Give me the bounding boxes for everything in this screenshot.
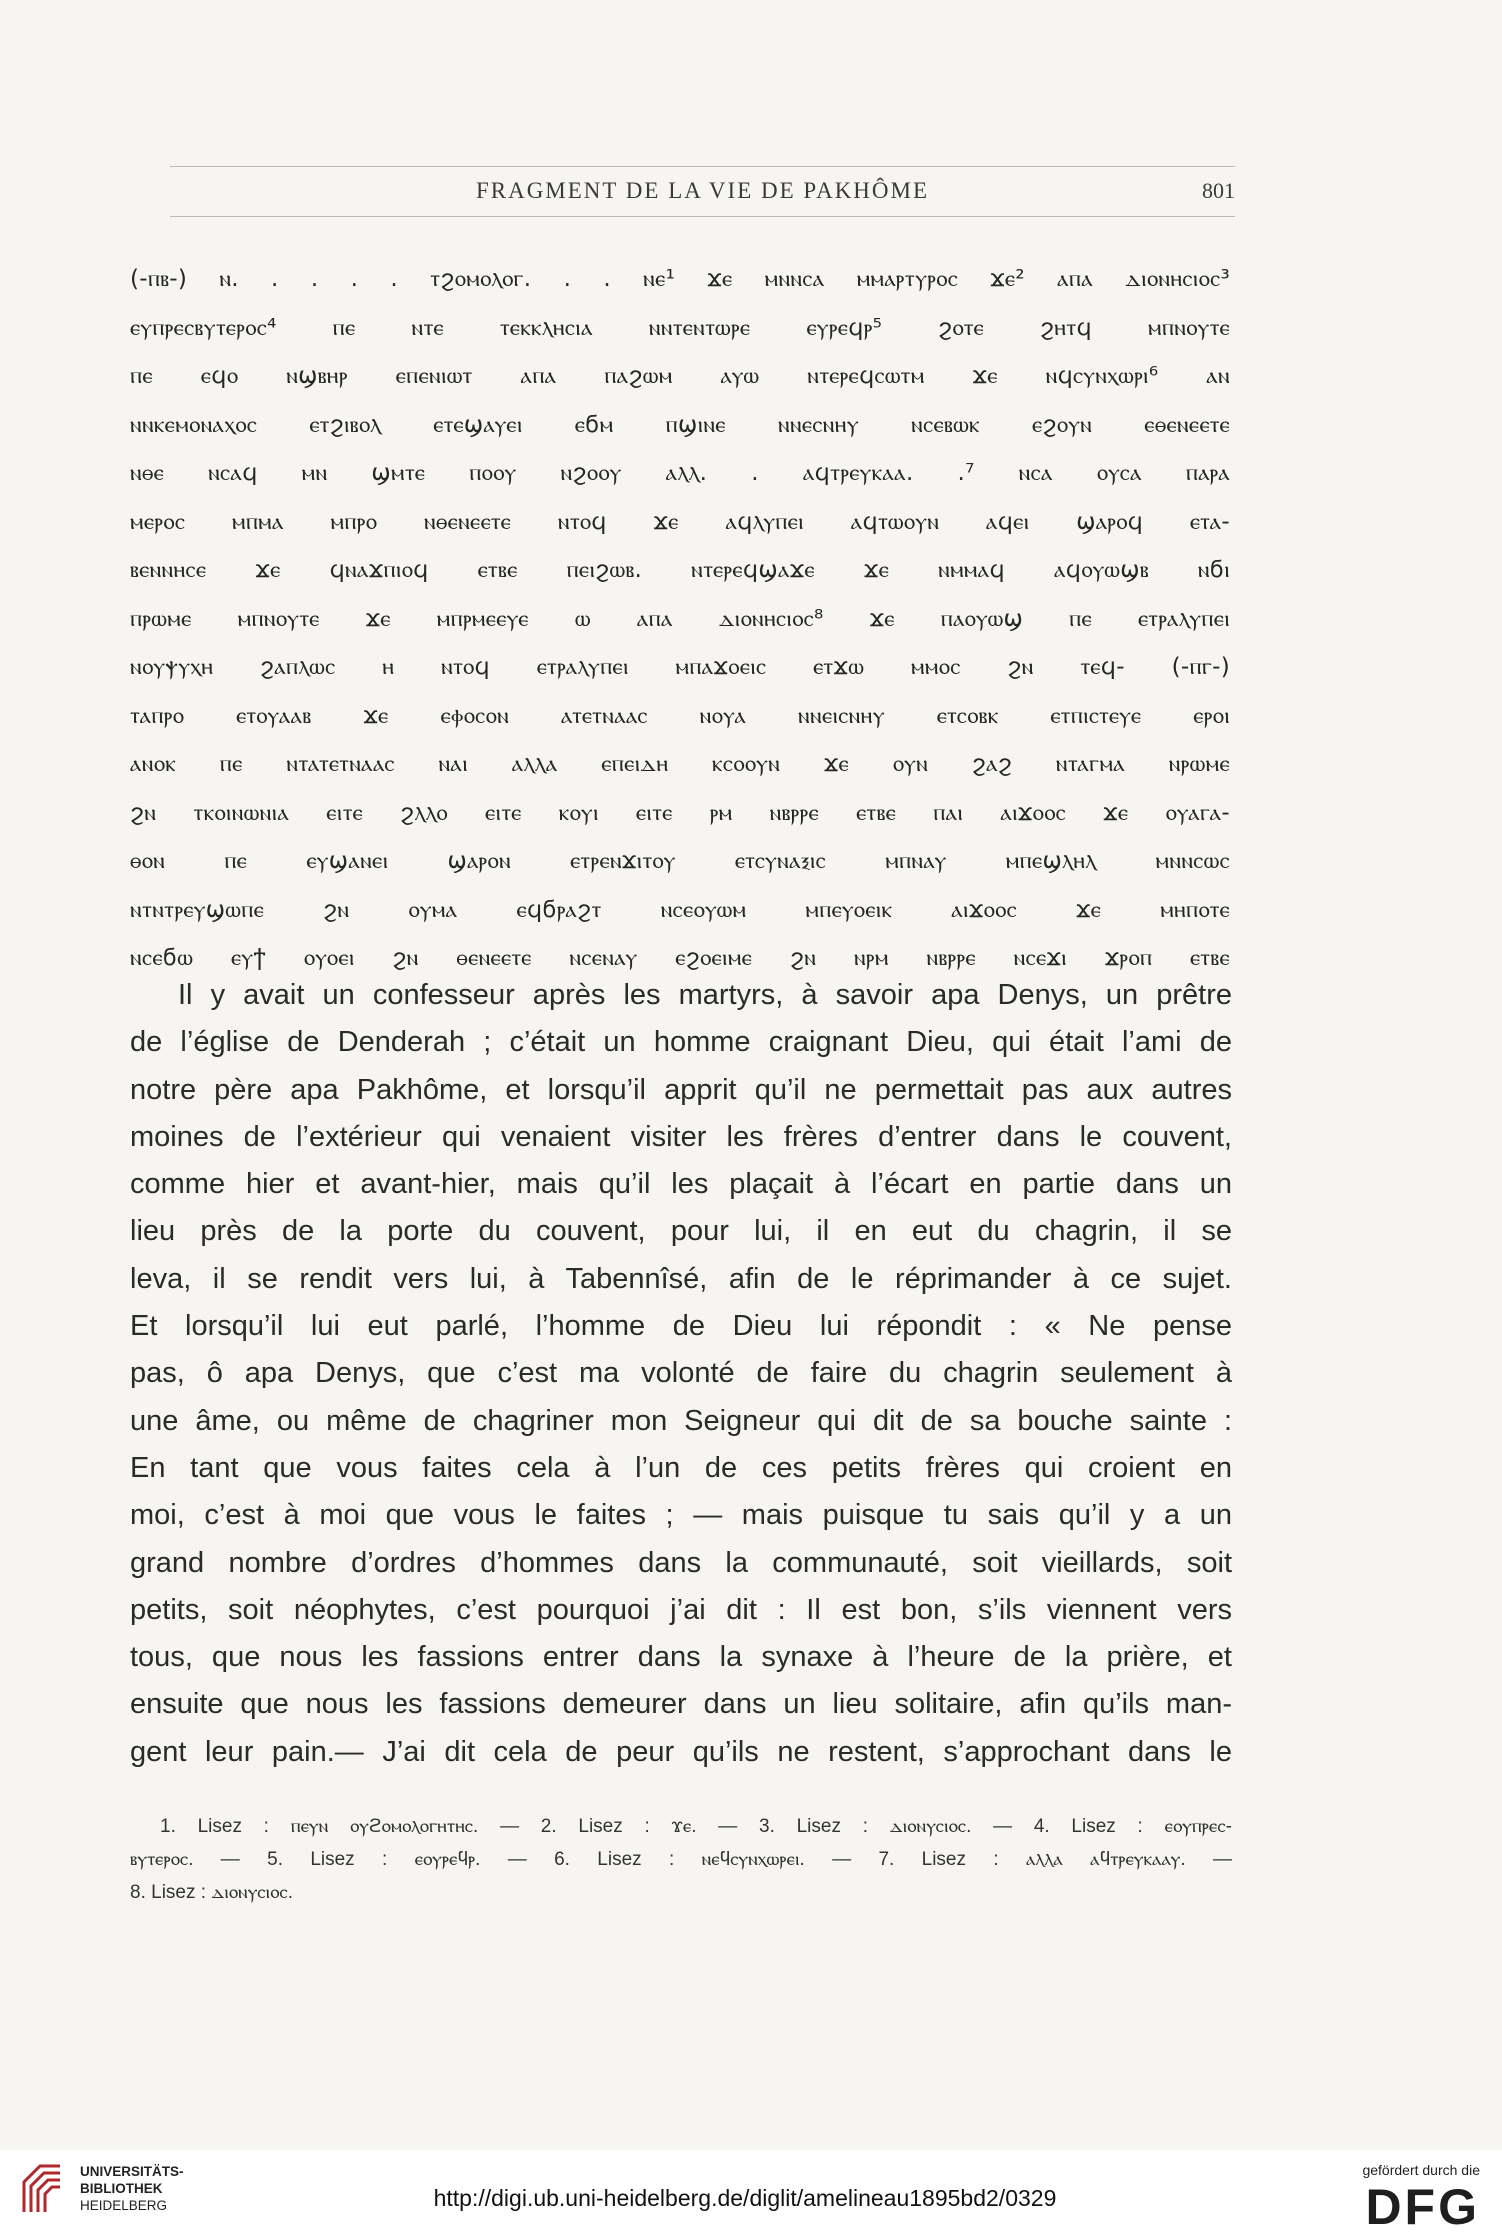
translation-line: En tant que vous faites cela à l’un de ces petits frères qui croient en — [130, 1451, 1232, 1484]
translation-line: Il y avait un confesseur après les martyrs, à savoir apa Denys, un prêtre — [178, 979, 1232, 1011]
coptic-line: ⲛⲛⲕⲉⲙⲟⲛⲁⲭⲟⲥ ⲉⲧϩⲓⲃⲟⲗ ⲉⲧⲉϣⲁⲩⲉⲓ ⲉϭⲙ ⲡϣⲓⲛⲉ ⲛⲛⲉⲥⲛⲏⲩ ⲛⲥⲉⲃⲱⲕ ⲉϩⲟⲩⲛ ⲉⲑⲉⲛⲉⲉⲧⲉ — [130, 411, 1230, 438]
translation-line: de l’église de Denderah ; c’était un homme craignant Dieu, qui était l’ami de — [130, 1026, 1232, 1059]
dfg-logo-icon: DFG — [1365, 2179, 1480, 2235]
coptic-line: ⲛⲑⲉ ⲛⲥⲁϥ ⲙⲛ ϣⲙⲧⲉ ⲡⲟⲟⲩ ⲛϩⲟⲟⲩ ⲁⲗⲗ. . ⲁϥⲧⲣⲉⲩⲕⲁⲁ. .⁷ ⲛⲥⲁ ⲟⲩⲥⲁ ⲡⲁⲣⲁ — [130, 460, 1230, 486]
translation-line: une âme, ou même de chagriner mon Seigneur qui dit de sa bouche sainte : — [130, 1404, 1232, 1437]
coptic-line: ⲡⲉ ⲉϥⲟ ⲛϣⲃⲏⲣ ⲉⲡⲉⲛⲓⲱⲧ ⲁⲡⲁ ⲡⲁϩⲱⲙ ⲁⲩⲱ ⲛⲧⲉⲣⲉϥⲥⲱⲧⲙ ϫⲉ ⲛϥⲥⲩⲛⲭⲱⲣⲓ⁶ ⲁⲛ — [130, 363, 1230, 389]
coptic-line: ⲑⲟⲛ ⲡⲉ ⲉⲩϣⲁⲛⲉⲓ ϣⲁⲣⲟⲛ ⲉⲧⲣⲉⲛϫⲓⲧⲟⲩ ⲉⲧⲥⲩⲛⲁⲝⲓⲥ ⲙⲡⲛⲁⲩ ⲙⲡⲉϣⲗⲏⲗ ⲙⲛⲛⲥⲱⲥ — [130, 848, 1230, 874]
coptic-line: ⲁⲛⲟⲕ ⲡⲉ ⲛⲧⲁⲧⲉⲧⲛⲁⲁⲥ ⲛⲁⲓ ⲁⲗⲗⲁ ⲉⲡⲉⲓⲇⲏ ⲕⲥⲟⲟⲩⲛ ϫⲉ ⲟⲩⲛ ϩⲁϩ ⲛⲧⲁⲅⲙⲁ ⲛⲣⲱⲙⲉ — [130, 751, 1230, 777]
footnote-line: ⲃⲩⲧⲉⲣⲟⲥ. — 5. Lisez : ⲉⲟⲩⲣⲉϥⲣ. — 6. Lisez : ⲛⲉϥⲥⲩⲛⲭⲱⲣⲉⲓ. — 7. Lisez : ⲁⲗⲗⲁ ⲁϥⲧⲣⲉⲩⲕⲁⲁⲩ. — — [130, 1849, 1232, 1870]
translation-line: comme hier et avant-hier, mais qu’il les plaçait à l’écart en partie dans un — [130, 1168, 1232, 1201]
institution-line-3: HEIDELBERG — [80, 2198, 168, 2213]
translation-line: grand nombre d’ordres d’hommes dans la communauté, soit vieillards, soit — [130, 1546, 1232, 1579]
translation-line: pas, ô apa Denys, que c’est ma volonté de faire du chagrin seulement à — [130, 1357, 1232, 1390]
coptic-text-block — [130, 255, 1230, 983]
coptic-line: ⲛⲧⲛⲧⲣⲉⲩϣⲱⲡⲉ ϩⲛ ⲟⲩⲙⲁ ⲉϥϭⲣⲁϩⲧ ⲛⲥⲉⲟⲩⲱⲙ ⲙⲡⲉⲩⲟⲉⲓⲕ ⲁⲓϫⲟⲟⲥ ϫⲉ ⲙⲏⲡⲟⲧⲉ — [130, 896, 1230, 923]
coptic-line: ⲡⲣⲱⲙⲉ ⲙⲡⲛⲟⲩⲧⲉ ϫⲉ ⲙⲡⲣⲙⲉⲉⲩⲉ ⲱ ⲁⲡⲁ ⲇⲓⲟⲛⲏⲥⲓⲟⲥ⁸ ϫⲉ ⲡⲁⲟⲩⲱϣ ⲡⲉ ⲉⲧⲣⲁⲗⲩⲡⲉⲓ — [130, 605, 1230, 632]
french-translation-block — [130, 972, 1232, 1776]
footnotes-block — [130, 1810, 1232, 1909]
translation-line: moines de l’extérieur qui venaient visiter les frères d’entrer dans le couvent, — [130, 1120, 1232, 1153]
footnote-line: 1. Lisez : ⲡⲉⲩⲛ ⲟⲩϩⲟⲙⲟⲗⲟⲅⲏⲧⲏⲥ. — 2. Lisez : ϫⲉ. — 3. Lisez : ⲇⲓⲟⲛⲩⲥⲓⲟⲥ. — 4. Lisez : ⲉⲟⲩⲡⲣⲉⲥ- — [160, 1816, 1232, 1837]
head-rule — [170, 216, 1235, 217]
top-rule — [170, 166, 1235, 167]
page-number: 801 — [1202, 178, 1235, 203]
coptic-line: (-ⲡⲃ-) ⲛ. . . . . ⲧϩⲟⲙⲟⲗⲟⲅ. . . ⲛⲉ¹ ϫⲉ ⲙⲛⲛⲥⲁ ⲙⲙⲁⲣⲧⲩⲣⲟⲥ ϫⲉ² ⲁⲡⲁ ⲇⲓⲟⲛⲏⲥⲓⲟⲥ³ — [130, 266, 1230, 292]
running-title: FRAGMENT DE LA VIE DE PAKHÔME — [475, 178, 930, 203]
coptic-line: ⲃⲉⲛⲛⲏⲥⲉ ϫⲉ ϥⲛⲁϫⲡⲓⲟϥ ⲉⲧⲃⲉ ⲡⲉⲓϩⲱⲃ. ⲛⲧⲉⲣⲉϥϣⲁϫⲉ ϫⲉ ⲛⲙⲙⲁϥ ⲁϥⲟⲩⲱϣⲃ ⲛϭⲓ — [130, 557, 1230, 583]
footnote-line: 8. Lisez : ⲇⲓⲟⲛⲩⲥⲓⲟⲥ. — [130, 1882, 293, 1903]
running-head — [170, 178, 1235, 212]
digitization-footer — [0, 2150, 1502, 2239]
translation-line: tous, que nous les fassions entrer dans la synaxe à l’heure de la prière, et — [130, 1641, 1232, 1674]
coptic-line: ⲉⲩⲡⲣⲉⲥⲃⲩⲧⲉⲣⲟⲥ⁴ ⲡⲉ ⲛⲧⲉ ⲧⲉⲕⲕⲗⲏⲥⲓⲁ ⲛⲛⲧⲉⲛⲧⲱⲣⲉ ⲉⲩⲣⲉϥⲣ⁵ ϩⲟⲧⲉ ϩⲏⲧϥ ⲙⲡⲛⲟⲩⲧⲉ — [130, 314, 1230, 341]
translation-line: Et lorsqu’il lui eut parlé, l’homme de Dieu lui répondit : « Ne pense — [130, 1310, 1232, 1343]
translation-line: petits, soit néophytes, c’est pourquoi j’ai dit : Il est bon, s’ils viennent vers — [130, 1593, 1232, 1626]
funder-caption: gefördert durch die — [1362, 2162, 1480, 2178]
translation-line: moi, c’est à moi que vous le faites ; — mais puisque tu sais qu’il y a un — [130, 1499, 1232, 1532]
translation-line: notre père apa Pakhôme, et lorsqu’il apprit qu’il ne permettait pas aux autres — [130, 1073, 1232, 1106]
coptic-line: ⲙⲉⲣⲟⲥ ⲙⲡⲙⲁ ⲙⲡⲣⲟ ⲛⲑⲉⲛⲉⲉⲧⲉ ⲛⲧⲟϥ ϫⲉ ⲁϥⲗⲩⲡⲉⲓ ⲁϥⲧⲱⲟⲩⲛ ⲁϥⲉⲓ ϣⲁⲣⲟϥ ⲉⲧⲁ- — [130, 508, 1230, 535]
institution-name — [80, 2163, 184, 2214]
institution-line-2: BIBLIOTHEK — [80, 2181, 163, 2196]
translation-line: leva, il se rendit vers lui, à Tabennîsé, afin de le réprimander à ce sujet. — [130, 1262, 1232, 1295]
coptic-line: ⲧⲁⲡⲣⲟ ⲉⲧⲟⲩⲁⲁⲃ ϫⲉ ⲉⲫⲟⲥⲟⲛ ⲁⲧⲉⲧⲛⲁⲁⲥ ⲛⲟⲩⲁ ⲛⲛⲉⲓⲥⲛⲏⲩ ⲉⲧⲥⲟⲃⲕ ⲉⲧⲡⲓⲥⲧⲉⲩⲉ ⲉⲣⲟⲓ — [130, 702, 1230, 729]
permalink-url[interactable]: http://digi.ub.uni-heidelberg.de/diglit/amelineau1895bd2/0329 — [433, 2185, 1057, 2211]
institution-line-1: UNIVERSITÄTS- — [80, 2164, 184, 2179]
translation-line: gent leur pain.— J’ai dit cela de peur qu’ils ne restent, s’approchant dans le — [130, 1735, 1232, 1768]
coptic-line: ⲛⲥⲉϭⲱ ⲉⲩϯ ⲟⲩⲟⲉⲓ ϩⲛ ⲑⲉⲛⲉⲉⲧⲉ ⲛⲥⲉⲛⲁⲩ ⲉϩⲟⲉⲓⲙⲉ ϩⲛ ⲛⲣⲙ ⲛⲃⲣⲣⲉ ⲛⲥⲉϫⲓ ϫⲣⲟⲡ ⲉⲧⲃⲉ — [130, 945, 1230, 971]
coptic-line: ⲛⲟⲩⲯⲩⲭⲏ ϩⲁⲡⲗⲱⲥ ⲏ ⲛⲧⲟϥ ⲉⲧⲣⲁⲗⲩⲡⲉⲓ ⲙⲡⲁϫⲟⲉⲓⲥ ⲉⲧϫⲱ ⲙⲙⲟⲥ ϩⲛ ⲧⲉϥ- (-ⲡⲅ-) — [130, 654, 1230, 680]
translation-line: lieu près de la porte du couvent, pour lui, il en eut du chagrin, il se — [130, 1215, 1232, 1248]
coptic-line: ϩⲛ ⲧⲕⲟⲓⲛⲱⲛⲓⲁ ⲉⲓⲧⲉ ϩⲗⲗⲟ ⲉⲓⲧⲉ ⲕⲟⲩⲓ ⲉⲓⲧⲉ ⲣⲙ ⲛⲃⲣⲣⲉ ⲉⲧⲃⲉ ⲡⲁⲓ ⲁⲓϫⲟⲟⲥ ϫⲉ ⲟⲩⲁⲅⲁ- — [130, 799, 1230, 826]
university-library-logo-icon — [20, 2162, 64, 2216]
translation-line: ensuite que nous les fassions demeurer dans un lieu solitaire, afin qu’ils man- — [130, 1688, 1232, 1721]
